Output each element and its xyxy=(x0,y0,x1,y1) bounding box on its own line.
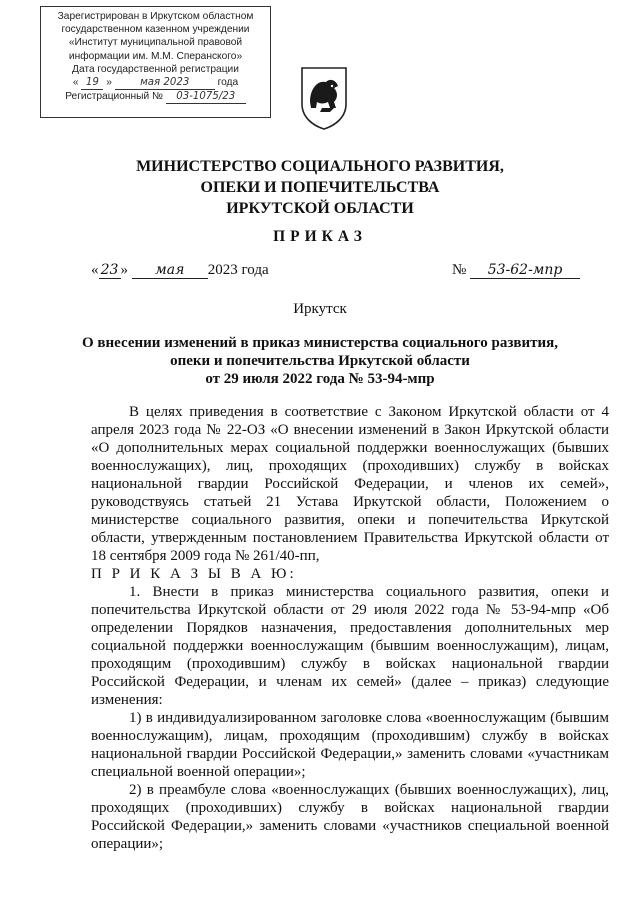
ministry-name xyxy=(0,156,640,219)
stamp-line: Дата государственной регистрации xyxy=(72,63,239,75)
stamp-line: информации им. М.М. Сперанского» xyxy=(68,50,243,62)
order-word: П Р И К А З Ы В А Ю: xyxy=(91,566,297,582)
subject-line: от 29 июля 2022 года № 53-94-мпр xyxy=(205,371,435,387)
stamp-line: «Институт муниципальной правовой xyxy=(68,37,243,49)
ministry-line: МИНИСТЕРСТВО СОЦИАЛЬНОГО РАЗВИТИЯ, xyxy=(136,158,504,175)
intro-paragraph: В целях приведения в соответствие с Законом Иркутской области от 4 апреля 2023 года № 22-ОЗ «О внесении изменений в Закон Иркутской области «О дополнительных мерах социальной поддержки военнослужащих (бывших военнослужащих), лиц, проходящих (проходивших) службу в войсках национальной гвардии Российской Федерации, и членов их семей», руководствуясь статьей 21 Устава Иркутской области, Положением о министерстве социального развития, опеки и попечительства Иркутской области, утвержденным постановлением Правительства Иркутской области от 18 сентября 2009 года № 261/40-пп, xyxy=(91,404,609,564)
stamp-reg-label: Регистрационный № xyxy=(65,91,163,103)
document-body xyxy=(91,403,609,853)
stamp-date-prefix: « xyxy=(72,77,79,89)
subject-line: опеки и попечительства Иркутской области xyxy=(170,353,470,369)
item-1-1-paragraph: 1) в индивидуализированном заголовке слова «военнослужащим (бывшим военнослужащим), лицам, проходящим (проходившим) службу в войсках национальной гвардии Российской Федерации,» заменить словами «участникам специальной военной операции»; xyxy=(91,710,609,780)
stamp-date-day: 19 xyxy=(81,76,103,90)
coat-of-arms-icon xyxy=(300,66,348,130)
number-label: № xyxy=(452,262,467,278)
city: Иркутск xyxy=(293,301,347,317)
order-date xyxy=(91,262,269,279)
document-subject xyxy=(0,334,640,388)
stamp-date-suffix: года xyxy=(217,77,239,89)
date-day: 23 xyxy=(99,262,121,279)
ministry-line: ИРКУТСКОЙ ОБЛАСТИ xyxy=(226,200,414,217)
number-value: 53-62-мпр xyxy=(470,262,580,279)
stamp-date-month: мая 2023 xyxy=(115,76,215,90)
stamp-line: Зарегистрирован в Иркутском областном xyxy=(57,11,254,22)
subject-line: О внесении изменений в приказ министерства социального развития, xyxy=(82,335,558,351)
document-type: ПРИКАЗ xyxy=(273,228,367,245)
stamp-date-row xyxy=(41,76,270,90)
date-month: мая xyxy=(132,262,208,279)
stamp-reg-row xyxy=(41,90,270,104)
stamp-reg-number: 03-1075/23 xyxy=(166,90,246,104)
registration-stamp xyxy=(40,6,271,118)
stamp-line: государственном казенном учреждении xyxy=(61,24,250,36)
ministry-line: ОПЕКИ И ПОПЕЧИТЕЛЬСТВА xyxy=(200,179,440,196)
date-close-quote: » xyxy=(120,262,128,278)
date-year: 2023 года xyxy=(207,262,269,278)
date-open-quote: « xyxy=(91,262,99,278)
item-1-2-paragraph: 2) в преамбуле слова «военнослужащих (бывших военнослужащих), лиц, проходящих (проходивших) службу в войсках национальной гвардии Российской Федерации,» заменить словами «участников специальной военной операции»; xyxy=(91,782,609,852)
order-number xyxy=(452,262,580,279)
item-1-paragraph: 1. Внести в приказ министерства социального развития, опеки и попечительства Иркутской области от 29 июля 2022 года № 53-94-мпр «Об определении Порядков назначения, предоставления дополнительных мер социальной поддержки военнослужащим (бывшим военнослужащим), лицам, проходящим (проходившим) службу в войсках национальной гвардии Российской Федерации, и членам их семей» (далее – приказ) следующие изменения: xyxy=(91,584,609,708)
stamp-date-mid: » xyxy=(106,77,112,89)
